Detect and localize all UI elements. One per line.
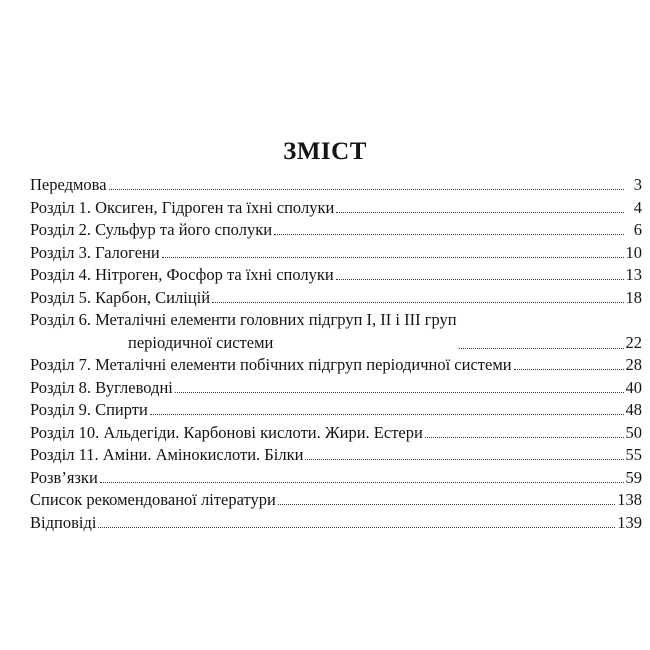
toc-entry-title: Передмова <box>30 175 107 194</box>
toc-entry-chapter-4 <box>30 264 642 287</box>
dot-leader <box>274 234 624 235</box>
toc-entry-chapter-9 <box>30 399 642 422</box>
dot-leader <box>278 504 615 505</box>
toc-entry-title: Розділ 5. Карбон, Силіцій <box>30 287 211 307</box>
dot-leader <box>98 527 615 528</box>
dot-leader <box>100 482 624 483</box>
dot-leader <box>109 189 624 190</box>
toc-entry-chapter-10 <box>30 422 642 445</box>
toc-entry-title: Розділ 1. Оксиген, Гідроген та їхні сполуки <box>30 197 335 217</box>
dot-leader <box>425 437 624 438</box>
toc-entry-title: Розділ 11. Аміни. Амінокислоти. Білки <box>30 445 304 464</box>
toc-entry-chapter-7 <box>30 354 642 377</box>
toc-entry-preface <box>30 174 642 197</box>
toc-page-number: 50 <box>625 422 642 442</box>
dot-leader <box>459 348 624 349</box>
toc-entry-title <box>30 309 457 354</box>
toc-page-number: 13 <box>625 265 642 284</box>
toc-entry-title-line2: періодичної системи <box>128 332 274 352</box>
toc-page-number: 4 <box>633 197 642 217</box>
toc-page-number: 3 <box>633 175 642 194</box>
toc-page-number: 138 <box>617 490 642 509</box>
toc-entry-chapter-2 <box>30 219 642 242</box>
toc-entry-bibliography <box>30 489 642 512</box>
dot-leader <box>336 212 624 213</box>
toc-page-number: 18 <box>625 287 642 307</box>
toc-entry-title: Розділ 8. Вуглеводні <box>30 377 173 397</box>
toc-page-number: 6 <box>633 220 642 239</box>
toc-entry-title-line1: Розділ 6. Металічні елементи головних підгруп I, II і III груп <box>30 310 457 329</box>
toc-entry-solutions <box>30 467 642 490</box>
toc-page-number: 28 <box>625 355 642 374</box>
dot-leader <box>336 279 624 280</box>
toc-entry-chapter-3 <box>30 242 642 265</box>
toc-entry-title: Розділ 9. Спирти <box>30 400 148 419</box>
toc-page-number: 59 <box>625 467 642 487</box>
toc-page-number: 40 <box>625 377 642 397</box>
toc-entry-title: Розділ 7. Металічні елементи побічних підгруп періодичної системи <box>30 355 512 374</box>
toc-entry-title: Список рекомендованої літератури <box>30 490 276 509</box>
toc-entry-title: Розв’язки <box>30 467 98 487</box>
toc-entry-title: Розділ 2. Сульфур та його сполуки <box>30 220 273 239</box>
dot-leader <box>305 459 623 460</box>
table-of-contents <box>30 174 642 534</box>
toc-entry-title: Розділ 10. Альдегіди. Карбонові кислоти. Жири. Естери <box>30 422 423 442</box>
toc-entry-title: Розділ 3. Галогени <box>30 242 160 262</box>
dot-leader <box>150 414 624 415</box>
toc-entry-chapter-5 <box>30 287 642 310</box>
toc-page-number: 48 <box>625 400 642 419</box>
toc-page-number: 139 <box>617 512 642 532</box>
toc-entry-title: Відповіді <box>30 512 97 532</box>
toc-page-number: 10 <box>625 242 642 262</box>
toc-entry-chapter-8 <box>30 377 642 400</box>
toc-entry-title: Розділ 4. Нітроген, Фосфор та їхні сполуки <box>30 265 334 284</box>
toc-page-number: 55 <box>625 445 642 464</box>
toc-entry-chapter-11 <box>30 444 642 467</box>
toc-entry-chapter-1 <box>30 197 642 220</box>
toc-entry-chapter-6 <box>30 309 642 354</box>
page-title: ЗМІСТ <box>283 138 367 165</box>
toc-entry-answers <box>30 512 642 535</box>
dot-leader <box>514 369 624 370</box>
dot-leader <box>162 257 624 258</box>
dot-leader <box>175 392 624 393</box>
dot-leader <box>212 302 623 303</box>
toc-page-number: 22 <box>625 332 642 352</box>
